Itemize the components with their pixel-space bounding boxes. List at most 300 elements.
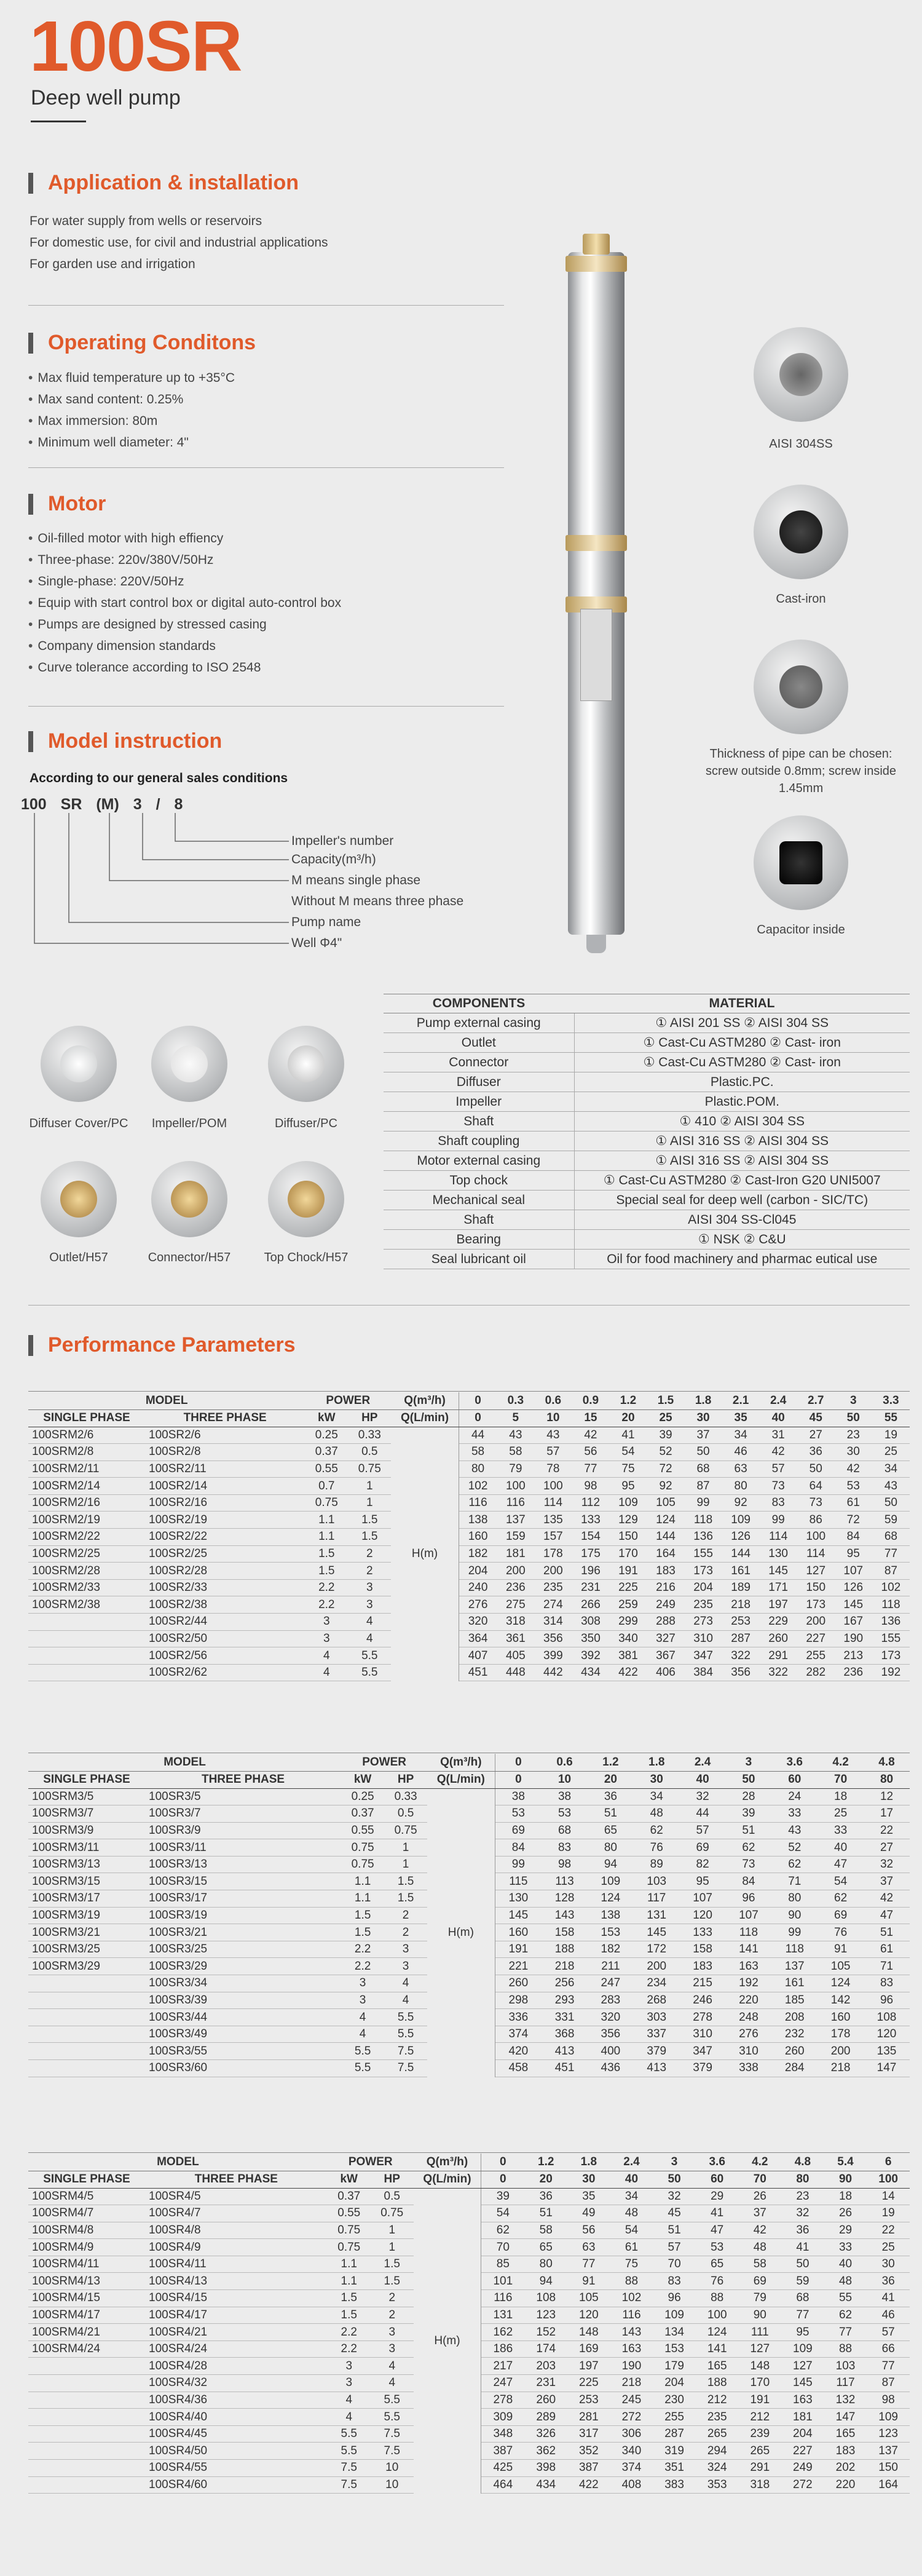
head-value: 50 (872, 1494, 910, 1512)
component-material: ① Cast-Cu ASTM280 ② Cast-Iron G20 UNI5007 (574, 1171, 910, 1191)
head-value: 105 (647, 1494, 684, 1512)
head-value: 220 (824, 2476, 867, 2494)
single-phase-model (28, 1975, 145, 1992)
power-kw: 3 (305, 1614, 348, 1631)
head-value: 231 (524, 2375, 567, 2392)
head-value: 65 (696, 2256, 739, 2273)
list-item: • Pumps are designed by stressed casing (28, 614, 341, 635)
q-lmin-value: 15 (572, 1409, 609, 1427)
head-value: 236 (497, 1579, 534, 1596)
q-m3h-value: 1.8 (634, 1754, 680, 1771)
head-value: 47 (818, 1856, 864, 1873)
table-row (384, 1191, 910, 1210)
power-kw: 1.5 (328, 2307, 371, 2324)
head-value: 135 (534, 1512, 572, 1529)
single-phase-model (28, 1992, 145, 2009)
head-value: 336 (495, 2009, 542, 2026)
q-lmin-value: 50 (835, 1409, 872, 1427)
component-name: Mechanical seal (384, 1191, 574, 1210)
q-m3h-value: 1.8 (685, 1392, 722, 1409)
head-value: 32 (781, 2205, 824, 2222)
power-kw: 4 (328, 2409, 371, 2426)
power-kw: 1.5 (341, 1924, 384, 1941)
head-value: 44 (459, 1427, 497, 1444)
q-lmin-header: Q(L/min) (391, 1409, 459, 1427)
model-code: 100 SR (M) 3 / 8 (21, 796, 183, 813)
head-value: 178 (534, 1545, 572, 1563)
q-lmin-value: 0 (495, 1771, 542, 1788)
q-lmin-value: 80 (781, 2171, 824, 2188)
component-caption: Top Chock/H57 (264, 1251, 349, 1264)
head-value: 265 (738, 2443, 781, 2460)
q-m3h-value: 0 (495, 1754, 542, 1771)
head-value: 127 (797, 1563, 835, 1580)
head-value: 87 (872, 1563, 910, 1580)
single-phase-model: 100SRM3/7 (28, 1805, 145, 1823)
three-phase-header: THREE PHASE (145, 1771, 341, 1788)
component-name: Seal lubricant oil (384, 1250, 574, 1269)
power-kw: 0.75 (328, 2222, 371, 2239)
head-value: 54 (609, 1444, 647, 1461)
power-hp: 1 (384, 1856, 427, 1873)
q-lmin-value: 10 (534, 1409, 572, 1427)
head-value: 141 (726, 1941, 772, 1958)
head-value: 362 (524, 2443, 567, 2460)
single-phase-model (28, 1614, 145, 1631)
head-value: 175 (572, 1545, 609, 1563)
q-m3h-value: 2.4 (680, 1754, 726, 1771)
single-phase-model: 100SRM3/25 (28, 1941, 145, 1958)
head-value: 131 (634, 1907, 680, 1924)
motor-heading: Motor (28, 492, 106, 516)
head-value: 34 (610, 2188, 653, 2205)
head-value: 68 (542, 1822, 588, 1839)
head-value: 36 (588, 1788, 634, 1805)
head-value: 43 (771, 1822, 818, 1839)
head-value: 14 (867, 2188, 910, 2205)
head-value: 88 (696, 2290, 739, 2307)
head-value: 53 (835, 1478, 872, 1495)
table-row (28, 1579, 910, 1596)
head-value: 77 (572, 1460, 609, 1478)
three-phase-model: 100SR2/11 (145, 1460, 305, 1478)
head-value: 59 (781, 2273, 824, 2290)
single-phase-model: 100SRM2/8 (28, 1444, 145, 1461)
single-phase-model: 100SRM3/5 (28, 1788, 145, 1805)
head-value: 136 (685, 1529, 722, 1546)
single-phase-model: 100SRM4/5 (28, 2188, 145, 2205)
head-value: 324 (696, 2460, 739, 2477)
head-value: 32 (680, 1788, 726, 1805)
q-lmin-value: 70 (818, 1771, 864, 1788)
single-phase-model (28, 2409, 145, 2426)
power-kw: 7.5 (328, 2476, 371, 2494)
head-value: 169 (567, 2340, 610, 2358)
head-value: 63 (722, 1460, 760, 1478)
head-value: 203 (524, 2358, 567, 2375)
head-value: 61 (835, 1494, 872, 1512)
power-hp: 7.5 (384, 2043, 427, 2060)
head-value: 41 (696, 2205, 739, 2222)
header-row (28, 1392, 910, 1409)
head-value: 147 (864, 2060, 910, 2077)
three-phase-model: 100SR4/24 (145, 2340, 328, 2358)
head-value: 102 (610, 2290, 653, 2307)
single-phase-model (28, 2425, 145, 2443)
table-row (28, 1596, 910, 1614)
head-value: 163 (610, 2340, 653, 2358)
head-value: 37 (685, 1427, 722, 1444)
head-value: 420 (495, 2043, 542, 2060)
head-value: 95 (781, 2324, 824, 2341)
single-phase-model (28, 1664, 145, 1681)
table-top-line (28, 1391, 910, 1392)
head-value: 98 (542, 1856, 588, 1873)
head-value: 30 (867, 2256, 910, 2273)
power-hp: 1.5 (348, 1529, 391, 1546)
power-hp: 7.5 (371, 2443, 414, 2460)
single-phase-model: 100SRM3/29 (28, 1958, 145, 1975)
head-value: 143 (610, 2324, 653, 2341)
header-row (28, 1771, 910, 1788)
head-value: 190 (835, 1630, 872, 1647)
head-value: 293 (542, 1992, 588, 2009)
head-value: 204 (781, 2425, 824, 2443)
power-kw: 4 (341, 2009, 384, 2026)
head-value: 249 (647, 1596, 684, 1614)
head-value: 75 (610, 2256, 653, 2273)
head-value: 37 (864, 1873, 910, 1890)
single-phase-header: SINGLE PHASE (28, 1771, 145, 1788)
head-value: 374 (495, 2026, 542, 2043)
head-value: 434 (524, 2476, 567, 2494)
head-value: 185 (771, 1992, 818, 2009)
head-value: 84 (495, 1839, 542, 1857)
head-value: 17 (864, 1805, 910, 1823)
head-value: 407 (459, 1647, 497, 1665)
three-phase-model: 100SR2/38 (145, 1596, 305, 1614)
head-value: 191 (738, 2392, 781, 2409)
head-value: 392 (572, 1647, 609, 1665)
head-value: 150 (867, 2460, 910, 2477)
q-lmin-value: 50 (726, 1771, 772, 1788)
head-value: 114 (760, 1529, 797, 1546)
head-value: 200 (818, 2043, 864, 2060)
head-value: 350 (572, 1630, 609, 1647)
power-kw: 0.55 (328, 2205, 371, 2222)
q-m3h-value: 3 (653, 2154, 696, 2171)
component-material: ① AISI 316 SS ② AISI 304 SS (574, 1131, 910, 1151)
head-value: 99 (760, 1512, 797, 1529)
q-lmin-value: 0 (459, 1409, 497, 1427)
q-m3h-value: 3 (835, 1392, 872, 1409)
head-value: 347 (680, 2043, 726, 2060)
application-heading: Application & installation (28, 171, 299, 195)
head-value: 103 (824, 2358, 867, 2375)
head-value: 188 (542, 1941, 588, 1958)
connector-icon (151, 1161, 227, 1237)
pipe-thickness-icon (754, 640, 848, 734)
head-value: 36 (867, 2273, 910, 2290)
head-value: 92 (647, 1478, 684, 1495)
head-value: 53 (542, 1805, 588, 1823)
head-value: 107 (680, 1890, 726, 1908)
list-item: • Equip with start control box or digital auto-control box (28, 592, 341, 614)
head-value: 54 (610, 2222, 653, 2239)
single-phase-model (28, 1647, 145, 1665)
three-phase-model: 100SR3/13 (145, 1856, 341, 1873)
head-value: 124 (588, 1890, 634, 1908)
power-hp: 5.5 (384, 2009, 427, 2026)
performance-heading: Performance Parameters (28, 1333, 296, 1357)
power-hp: 3 (384, 1958, 427, 1975)
three-phase-model: 100SR3/34 (145, 1975, 341, 1992)
head-value: 112 (572, 1494, 609, 1512)
q-lmin-value: 55 (872, 1409, 910, 1427)
performance-table-sr4 (28, 2154, 910, 2494)
pump-tip (586, 935, 606, 953)
head-value: 294 (696, 2443, 739, 2460)
three-phase-model: 100SR4/60 (145, 2476, 328, 2494)
head-value: 181 (781, 2409, 824, 2426)
head-value: 178 (818, 2026, 864, 2043)
head-value: 306 (610, 2425, 653, 2443)
component-material: Oil for food machinery and pharmac eutical use (574, 1250, 910, 1269)
head-value: 18 (818, 1788, 864, 1805)
head-value: 288 (647, 1614, 684, 1631)
head-value: 138 (588, 1907, 634, 1924)
head-value: 211 (588, 1958, 634, 1975)
head-value: 150 (609, 1529, 647, 1546)
head-value: 200 (534, 1563, 572, 1580)
power-hp: 10 (371, 2460, 414, 2477)
power-hp: 5.5 (348, 1647, 391, 1665)
head-value: 41 (781, 2239, 824, 2256)
head-value: 398 (524, 2460, 567, 2477)
model-note: According to our general sales conditions (30, 771, 288, 785)
three-phase-model: 100SR2/25 (145, 1545, 305, 1563)
head-value: 235 (696, 2409, 739, 2426)
h-label: H(m) (427, 1788, 495, 2077)
q-lmin-value: 30 (685, 1409, 722, 1427)
head-value: 181 (497, 1545, 534, 1563)
model-label: Capacity(m³/h) (291, 852, 376, 866)
component-caption: Diffuser/PC (275, 1117, 337, 1130)
head-value: 82 (680, 1856, 726, 1873)
page-subtitle: Deep well pump (31, 86, 181, 109)
component-material: ① NSK ② C&U (574, 1230, 910, 1250)
table-row (28, 1460, 910, 1478)
power-hp: 1 (348, 1494, 391, 1512)
three-phase-model: 100SR3/17 (145, 1890, 341, 1908)
head-value: 87 (685, 1478, 722, 1495)
divider (28, 706, 504, 707)
power-hp: 4 (371, 2375, 414, 2392)
head-value: 108 (864, 2009, 910, 2026)
head-value: 34 (634, 1788, 680, 1805)
head-value: 51 (864, 1924, 910, 1941)
head-value: 158 (542, 1924, 588, 1941)
head-value: 153 (588, 1924, 634, 1941)
table-row (384, 1053, 910, 1072)
head-value: 126 (722, 1529, 760, 1546)
head-value: 144 (722, 1545, 760, 1563)
head-value: 145 (634, 1924, 680, 1941)
head-value: 48 (738, 2239, 781, 2256)
power-kw: 1.5 (305, 1563, 348, 1580)
head-value: 57 (653, 2239, 696, 2256)
head-value: 274 (534, 1596, 572, 1614)
single-phase-model: 100SRM3/21 (28, 1924, 145, 1941)
head-value: 422 (609, 1664, 647, 1681)
head-value: 248 (726, 2009, 772, 2026)
head-value: 87 (867, 2375, 910, 2392)
power-hp: 0.33 (384, 1788, 427, 1805)
power-hp: 2 (384, 1924, 427, 1941)
table-row (28, 1630, 910, 1647)
component-name: Shaft coupling (384, 1131, 574, 1151)
three-phase-model: 100SR4/13 (145, 2273, 328, 2290)
head-value: 120 (864, 2026, 910, 2043)
three-phase-model: 100SR4/40 (145, 2409, 328, 2426)
table-row (384, 1131, 910, 1151)
head-value: 32 (864, 1856, 910, 1873)
three-phase-model: 100SR4/36 (145, 2392, 328, 2409)
head-value: 65 (588, 1822, 634, 1839)
head-value: 88 (824, 2340, 867, 2358)
head-value: 68 (872, 1529, 910, 1546)
table-row (28, 1614, 910, 1631)
head-value: 50 (781, 2256, 824, 2273)
q-m3h-value: 3.6 (696, 2154, 739, 2171)
head-value: 43 (872, 1478, 910, 1495)
head-value: 48 (824, 2273, 867, 2290)
q-m3h-value: 0.3 (497, 1392, 534, 1409)
header-row (28, 1409, 910, 1427)
head-value: 19 (872, 1427, 910, 1444)
q-m3h-header: Q(m³/h) (414, 2154, 481, 2171)
head-value: 255 (653, 2409, 696, 2426)
head-value: 28 (726, 1788, 772, 1805)
three-phase-model: 100SR2/28 (145, 1563, 305, 1580)
head-value: 46 (867, 2307, 910, 2324)
component-name: Top chock (384, 1171, 574, 1191)
q-m3h-value: 3.6 (771, 1754, 818, 1771)
head-value: 70 (481, 2239, 525, 2256)
table-row (384, 1151, 910, 1171)
table-row (28, 1512, 910, 1529)
power-kw: 5.5 (328, 2425, 371, 2443)
three-phase-model: 100SR2/6 (145, 1427, 305, 1444)
q-lmin-value: 60 (696, 2171, 739, 2188)
head-value: 99 (495, 1856, 542, 1873)
power-hp: 0.33 (348, 1427, 391, 1444)
table-row (28, 2188, 910, 2205)
head-value: 163 (781, 2392, 824, 2409)
side-caption: Thickness of pipe can be chosen: screw outside 0.8mm; screw inside 1.45mm (705, 747, 897, 795)
head-value: 89 (634, 1856, 680, 1873)
model-header: MODEL (28, 2154, 328, 2171)
head-value: 29 (824, 2222, 867, 2239)
power-hp: 4 (348, 1614, 391, 1631)
head-value: 322 (760, 1664, 797, 1681)
head-value: 95 (680, 1873, 726, 1890)
q-m3h-header: Q(m³/h) (391, 1392, 459, 1409)
head-value: 42 (760, 1444, 797, 1461)
single-phase-model: 100SRM4/8 (28, 2222, 145, 2239)
q-m3h-value: 4.2 (738, 2154, 781, 2171)
head-value: 88 (610, 2273, 653, 2290)
head-value: 351 (653, 2460, 696, 2477)
single-phase-model (28, 2460, 145, 2477)
head-value: 253 (722, 1614, 760, 1631)
single-phase-header: SINGLE PHASE (28, 1409, 145, 1427)
power-kw: 4 (305, 1664, 348, 1681)
q-lmin-value: 60 (771, 1771, 818, 1788)
head-value: 458 (495, 2060, 542, 2077)
q-lmin-value: 80 (864, 1771, 910, 1788)
head-value: 47 (696, 2222, 739, 2239)
head-value: 197 (567, 2358, 610, 2375)
head-value: 102 (459, 1478, 497, 1495)
head-value: 170 (609, 1545, 647, 1563)
power-header: POWER (305, 1392, 391, 1409)
power-kw: 2.2 (328, 2340, 371, 2358)
head-value: 192 (872, 1664, 910, 1681)
single-phase-model: 100SRM2/38 (28, 1596, 145, 1614)
power-hp: 0.5 (371, 2188, 414, 2205)
head-value: 368 (542, 2026, 588, 2043)
q-m3h-value: 0 (481, 2154, 525, 2171)
head-value: 77 (824, 2324, 867, 2341)
head-value: 379 (680, 2060, 726, 2077)
component-material: ① AISI 316 SS ② AISI 304 SS (574, 1151, 910, 1171)
head-value: 57 (867, 2324, 910, 2341)
single-phase-model: 100SRM2/16 (28, 1494, 145, 1512)
power-kw: 0.7 (305, 1478, 348, 1495)
head-value: 448 (497, 1664, 534, 1681)
component-caption: Impeller/POM (151, 1117, 227, 1130)
three-phase-model: 100SR2/62 (145, 1664, 305, 1681)
q-lmin-value: 40 (760, 1409, 797, 1427)
power-kw: 4 (328, 2392, 371, 2409)
head-value: 39 (726, 1805, 772, 1823)
head-value: 24 (771, 1788, 818, 1805)
head-value: 225 (609, 1579, 647, 1596)
head-value: 77 (867, 2358, 910, 2375)
kw-header: kW (305, 1409, 348, 1427)
three-phase-model: 100SR4/17 (145, 2307, 328, 2324)
head-value: 100 (696, 2307, 739, 2324)
head-value: 150 (797, 1579, 835, 1596)
table-row (28, 1478, 910, 1495)
single-phase-model: 100SRM4/11 (28, 2256, 145, 2273)
head-value: 33 (771, 1805, 818, 1823)
three-phase-model: 100SR4/45 (145, 2425, 328, 2443)
head-value: 109 (609, 1494, 647, 1512)
head-value: 276 (726, 2026, 772, 2043)
head-value: 425 (481, 2460, 525, 2477)
application-line: For garden use and irrigation (30, 257, 195, 271)
power-kw: 0.37 (341, 1805, 384, 1823)
head-value: 227 (781, 2443, 824, 2460)
head-value: 247 (588, 1975, 634, 1992)
head-value: 101 (481, 2273, 525, 2290)
head-value: 212 (738, 2409, 781, 2426)
head-value: 98 (867, 2392, 910, 2409)
list-item: • Single-phase: 220V/50Hz (28, 571, 341, 592)
head-value: 273 (685, 1614, 722, 1631)
